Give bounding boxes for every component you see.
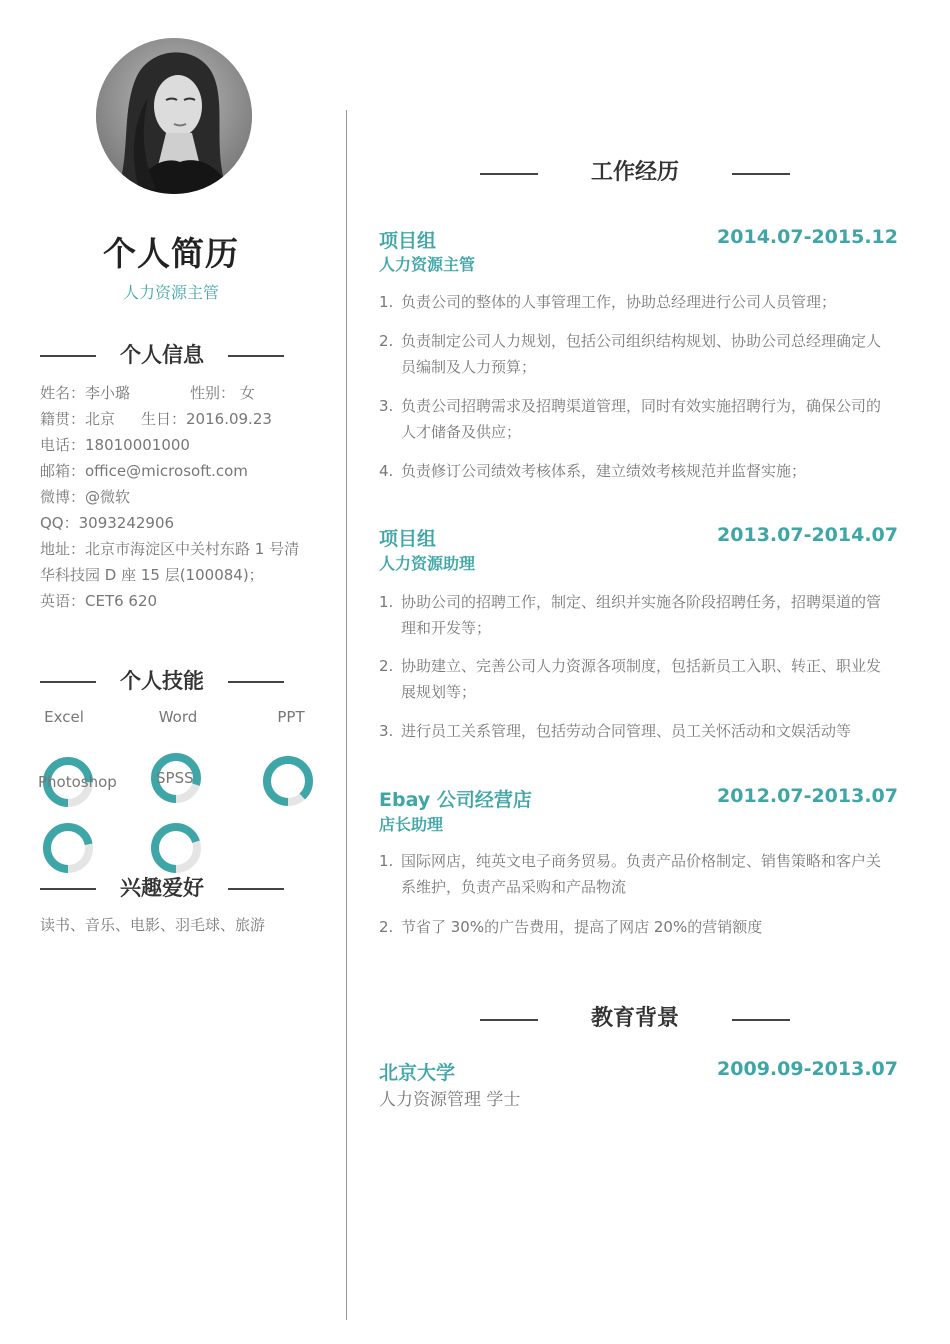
info-row-origin-birth — [40, 406, 272, 432]
duty-number: 1. — [379, 293, 394, 311]
hobbies-text: 读书、音乐、电影、羽毛球、旅游 — [40, 916, 266, 934]
duty-number: 3. — [379, 722, 394, 740]
info-email: 邮箱：office@microsoft.com — [40, 462, 248, 480]
info-english: 英语：CET6 620 — [40, 592, 158, 610]
duty-item — [379, 914, 883, 940]
duty-text: 负责公司招聘需求及招聘渠道管理，同时有效实施招聘行为，确保公司的人才储备及供应； — [401, 397, 882, 441]
job-date: 2012.07-2013.07 — [717, 785, 898, 807]
section-title: 个人信息 — [120, 343, 204, 367]
section-skills-header — [40, 666, 284, 696]
job-org: Ebay 公司经营店 — [379, 789, 532, 811]
duty-item — [379, 393, 883, 445]
skill-ring-label: Photoshop — [38, 773, 117, 791]
divider-line — [228, 355, 284, 357]
skill-ring-graphic — [150, 822, 202, 874]
divider-line — [228, 681, 284, 683]
skill-label-ppt: PPT — [277, 708, 305, 726]
duty-item — [379, 589, 883, 641]
resume-title: 个人简历 — [103, 234, 239, 273]
duty-text: 进行员工关系管理，包括劳动合同管理、员工关怀活动和文娱活动等 — [401, 722, 852, 740]
job-title: 人力资源主管 — [379, 255, 476, 274]
info-weibo: 微博：@微软 — [40, 488, 131, 506]
duty-number: 4. — [379, 462, 394, 480]
duty-number: 2. — [379, 332, 394, 350]
duty-item — [379, 328, 883, 380]
job-org: 项目组 — [379, 528, 437, 550]
skill-ring-graphic — [262, 755, 314, 807]
divider-line — [732, 173, 790, 175]
section-title: 教育背景 — [590, 1006, 679, 1031]
divider-line — [228, 888, 284, 890]
info-qq: QQ：3093242906 — [40, 514, 175, 532]
skill-ring-arc — [267, 760, 309, 802]
skill-ring-graphic — [42, 822, 94, 874]
section-personal-info-header — [40, 340, 284, 370]
skill-ring — [38, 756, 117, 808]
section-hobbies-header — [40, 873, 284, 903]
info-address-line2: 华科技园 D 座 15 层(100084)； — [40, 566, 264, 584]
duty-item — [379, 653, 883, 705]
duty-item — [379, 718, 883, 744]
info-gender: 性别： 女 — [190, 384, 255, 402]
job-title: 人力资源助理 — [379, 554, 476, 573]
job-role: 人力资源主管 — [122, 283, 219, 302]
section-title: 个人技能 — [120, 669, 204, 693]
info-address-line1: 地址：北京市海淀区中关村东路 1 号清 — [40, 540, 300, 558]
skill-ring — [42, 822, 94, 874]
duty-item — [379, 458, 883, 484]
job-date: 2013.07-2014.07 — [717, 524, 898, 546]
job-title: 店长助理 — [379, 815, 444, 834]
duty-text: 国际网店，纯英文电子商务贸易。负责产品价格制定、销售策略和客户关系维护，负责产品采购和产品物流 — [401, 852, 882, 896]
education-date: 2009.09-2013.07 — [717, 1058, 898, 1080]
duty-text: 负责公司的整体的人事管理工作，协助总经理进行公司人员管理； — [401, 293, 837, 311]
duty-text: 协助公司的招聘工作，制定、组织并实施各阶段招聘任务，招聘渠道的管理和开发等； — [401, 593, 882, 637]
divider-line — [732, 1019, 790, 1021]
skill-label-word: Word — [158, 708, 198, 726]
duty-number: 2. — [379, 918, 394, 936]
duty-text: 负责修订公司绩效考核体系，建立绩效考核规范并监督实施； — [401, 462, 807, 480]
column-divider — [346, 110, 347, 1320]
education-major: 人力资源管理 学士 — [379, 1090, 521, 1110]
skill-ring — [150, 822, 202, 874]
duty-number: 3. — [379, 397, 394, 415]
duty-number: 1. — [379, 852, 394, 870]
info-phone: 电话：18010001000 — [40, 436, 190, 454]
skill-ring — [262, 755, 314, 807]
job-date: 2014.07-2015.12 — [717, 226, 898, 248]
duty-item — [379, 848, 883, 900]
skill-ring — [150, 752, 202, 804]
duty-number: 1. — [379, 593, 394, 611]
education-school: 北京大学 — [379, 1062, 456, 1084]
duty-text: 节省了 30%的广告费用，提高了网店 20%的营销额度 — [401, 918, 763, 936]
duty-number: 2. — [379, 657, 394, 675]
avatar — [96, 38, 252, 194]
info-name: 姓名：李小璐 — [40, 384, 131, 402]
duty-text: 负责制定公司人力规划，包括公司组织结构规划、协助公司总经理确定人员编制及人力预算； — [401, 332, 882, 376]
portrait-photo — [96, 38, 252, 194]
section-title: 兴趣爱好 — [120, 876, 204, 900]
section-title: 工作经历 — [590, 160, 679, 185]
skill-ring-label: SPSS — [156, 769, 194, 787]
info-birthday: 生日：2016.09.23 — [141, 410, 272, 428]
section-education-header — [480, 1002, 790, 1036]
job-org: 项目组 — [379, 230, 437, 252]
info-origin: 籍贯：北京 — [40, 410, 116, 428]
duty-text: 协助建立、完善公司人力资源各项制度，包括新员工入职、转正、职业发展规划等； — [401, 657, 882, 701]
duty-item — [379, 289, 883, 315]
info-row-name-gender — [40, 380, 255, 406]
skill-label-excel: Excel — [44, 708, 84, 726]
section-work-header — [480, 156, 790, 190]
